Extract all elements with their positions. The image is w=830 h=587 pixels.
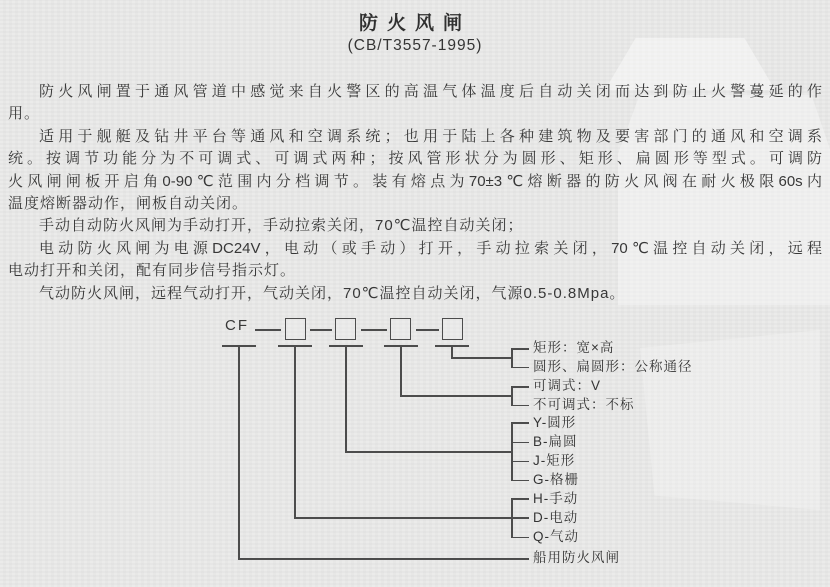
code-prefix: CF [225,317,249,334]
body-line: 手动自动防火风闸为手动打开，手动拉索关闭，70℃温控自动关闭； [39,217,524,235]
body-line: 火风闸闸板开启角0-90℃范围内分档调节。装有熔点为70±3℃熔断器的防火风阀在耐火极限60s内 [8,172,822,190]
body-line: 统。按调节功能分为不可调式、可调式两种；按风管形状分为圆形、矩形、扁圆形等型式。可调防 [8,150,822,168]
code-box-3 [390,318,411,340]
diagram-label-shape-g: G-格栅 [533,472,579,487]
dropline-box2 [345,346,347,452]
diagram-label-shape-b: B-扁圆 [533,434,578,449]
row-tick [511,386,529,388]
code-box-2 [335,318,356,340]
body-line: 电动防火风闸为电源DC24V，电动（或手动）打开，手动拉索关闭，70℃温控自动关闭，远程 [39,239,822,257]
connector-box3 [400,395,512,397]
code-dash [255,329,281,331]
page-title: 防火风闸 [358,13,471,34]
diagram-label-size-round: 圆形、扁圆形：公称通径 [533,359,693,374]
connector-cf [238,558,529,560]
body-line: 适用于舰艇及钻井平台等通风和空调系统；也用于陆上各种建筑物及要害部门的通风和空调系 [39,127,822,145]
connector-box4 [451,357,512,359]
bracket-shape [511,422,513,481]
code-box-4 [442,318,463,340]
diagram-label-drive-h: H-手动 [533,491,579,506]
code-box-1 [285,318,306,340]
connector-box1 [294,517,512,519]
diagram-label-drive-q: Q-气动 [533,529,579,544]
dropline-box1 [294,346,296,518]
row-tick [511,537,529,539]
diagram-label-shape-j: J-矩形 [533,453,576,468]
dropline-cf [238,346,240,559]
row-tick [511,480,529,482]
diagram-label-shape-y: Y-圆形 [533,415,577,430]
body-line: 用。 [8,105,41,123]
dropline-box3 [400,346,402,396]
body-line: 温度熔断器动作，闸板自动关闭。 [8,194,249,212]
bracket-size [511,348,513,368]
row-tick [511,348,529,350]
row-tick [511,461,529,463]
code-dash [310,329,332,331]
bracket-adjust [511,386,513,406]
row-tick [511,422,529,424]
body-line: 防火风闸置于通风管道中感觉来自火警区的高温气体温度后自动关闭而达到防止火警蔓延的作 [39,83,822,100]
diagram-label-product: 船用防火风闸 [533,550,620,565]
connector-box2 [345,451,512,453]
diagram-label-nonadjustable: 不可调式：不标 [533,397,635,412]
row-tick [511,517,529,519]
body-line: 气动防火风闸，远程气动打开，气动关闭，70℃温控自动关闭，气源0.5-0.8Mpa。 [39,284,626,302]
diagram-label-drive-d: D-电动 [533,510,579,525]
row-tick [511,405,529,407]
standard-number: (CB/T3557-1995) [347,37,483,54]
code-dash [416,329,439,331]
code-dash [361,329,387,331]
row-tick [511,367,529,369]
diagram-label-size-rect: 矩形：宽×高 [533,340,615,355]
diagram-label-adjustable: 可调式：V [533,378,602,393]
body-line: 电动打开和关闭，配有同步信号指示灯。 [8,262,297,280]
row-tick [511,498,529,500]
row-tick [511,442,529,444]
